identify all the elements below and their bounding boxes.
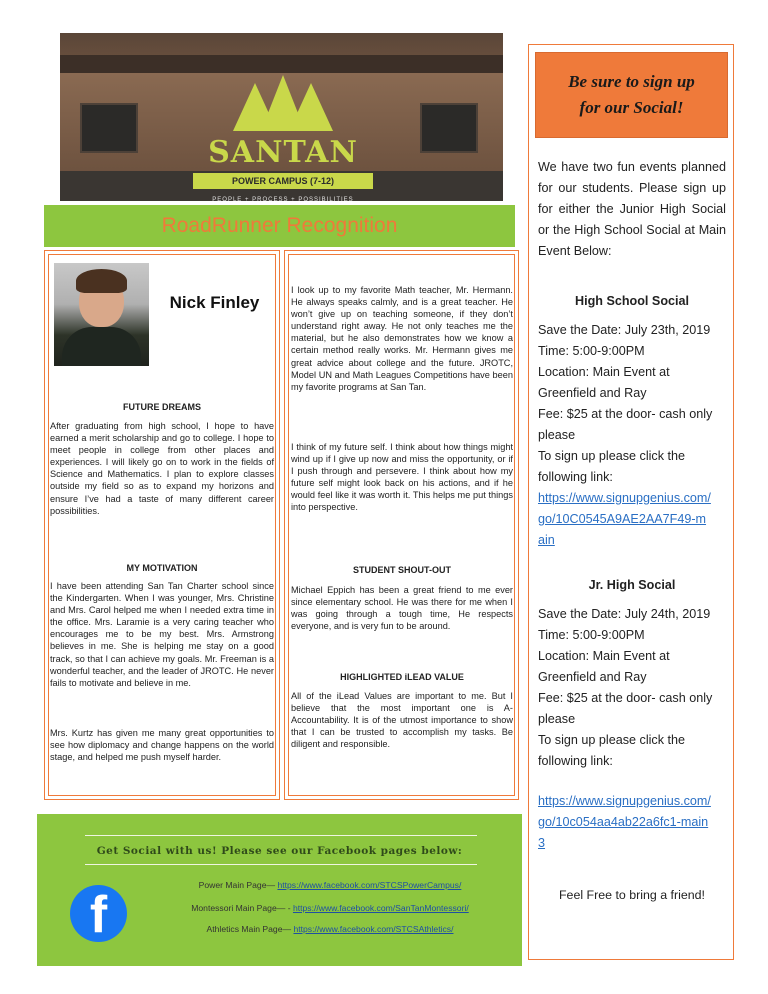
- social-title: Get Social with us! Please see our Facebook pages below:: [96, 845, 463, 857]
- jh-signup-link[interactable]: https://www.signupgenius.com/go/10c054aa4ab22a6fc1-main3: [538, 794, 711, 850]
- sidebar-title-line2: for our Social!: [579, 98, 684, 117]
- sidebar-closing: Feel Free to bring a friend!: [558, 888, 705, 902]
- recognition-title: RoadRunner Recognition: [161, 214, 398, 237]
- building-window: [80, 103, 138, 153]
- logo-tagline: PEOPLE + PROCESS + POSSIBILITIES: [212, 197, 354, 201]
- logo-wordmark: SANTAN: [208, 135, 358, 170]
- student-photo: [54, 263, 149, 366]
- jh-date: Save the Date: July 24th, 2019: [538, 607, 711, 621]
- motivation-heading: MY MOTIVATION: [126, 563, 198, 573]
- sidebar-title-line1: Be sure to sign up: [568, 72, 695, 91]
- ilead-heading: HIGHLIGHTED iLEAD VALUE: [340, 672, 464, 682]
- future-dreams-heading: FUTURE DREAMS: [123, 402, 201, 412]
- hs-social-heading: High School Social: [574, 294, 690, 308]
- building-window: [420, 103, 478, 153]
- power-page-link[interactable]: https://www.facebook.com/STCSPowerCampus/: [277, 880, 462, 890]
- hs-signup-instructions: To sign up please click the following link:: [538, 449, 686, 484]
- ilead-text: All of the iLead Values are important to me. But I believe that the most important one is A-Accountability. It is of the utmost importance to show that I can be trusted to accomplish my tasks. Be diligent and responsible.: [291, 691, 513, 750]
- athletics-page-label: Athletics Main Page—: [206, 924, 294, 934]
- athletics-page-link[interactable]: https://www.facebook.com/STCSAthletics/: [293, 924, 454, 934]
- mountain-logo-icon: [233, 73, 333, 133]
- santan-logo: [193, 73, 373, 201]
- math-teacher-text: I look up to my favorite Math teacher, Mr. Hermann. He always speaks calmly, and is a great teacher. He won’t give up on teaching someone, if they don’t understand right away. He not only teaches me the material, but he also demonstrates how we know a certain method really works. Mr. Hermann gives me great advice about college and the future. JROTC, Model UN and Math Leagues Competitions have been my favorite programs at San Tan.: [291, 285, 513, 392]
- jh-social-heading: Jr. High Social: [588, 578, 676, 592]
- building-roof: [60, 55, 503, 73]
- recognition-title-bar: [44, 205, 515, 247]
- future-self-text: I think of my future self. I think about how things might wind up if I give up now and miss the opportunity, or if I push through and persevere. I think about how my future self might look back on his actions, and if he would feel like it was worth it. This helps me put things into perspective.: [291, 442, 513, 513]
- jh-location: Location: Main Event at Greenfield and Ray: [538, 649, 670, 684]
- facebook-icon[interactable]: f: [70, 885, 127, 942]
- shoutout-heading: STUDENT SHOUT-OUT: [353, 565, 451, 575]
- montessori-page-link[interactable]: https://www.facebook.com/SanTanMontessori/: [292, 903, 469, 913]
- hs-time: Time: 5:00-9:00PM: [538, 344, 645, 358]
- motivation-text-2: Mrs. Kurtz has given me many great opportunities to see how diplomacy and change happens on the world stage, and helped me push myself harder.: [50, 728, 274, 763]
- future-dreams-text: After graduating from high school, I hope to have earned a merit scholarship and go to college. I hope to meet people in college from other places and experiences. I will likely go on to work in the fields of Science and Mathematics. I plan to explore classes outside my field so as to expand my horizons and ensure I’ve had a taste of many different career possibilities.: [50, 421, 274, 516]
- shoutout-text: Michael Eppich has been a great friend to me ever since elementary school. He was there for me when I was going through a tough time, He respects everyone, and is very fun to be around.: [291, 585, 513, 632]
- jh-fee: Fee: $25 at the door- cash only please: [538, 691, 713, 726]
- montessori-page-label: Montessori Main Page— -: [191, 903, 293, 913]
- student-name: Nick Finley: [169, 293, 260, 312]
- hs-date: Save the Date: July 23th, 2019: [538, 323, 711, 337]
- divider: [85, 864, 477, 865]
- montessori-page-line: [150, 903, 510, 913]
- jh-time: Time: 5:00-9:00PM: [538, 628, 645, 642]
- header-banner: [60, 33, 503, 201]
- sidebar-intro: We have two fun events planned for our students. Please sign up for either the Junior High Social or the High School Social at Main Event Below:: [538, 160, 726, 258]
- jh-signup-instructions: To sign up please click the following link:: [538, 733, 686, 768]
- logo-subtitle: POWER CAMPUS (7-12): [193, 173, 373, 189]
- hs-fee: Fee: $25 at the door- cash only please: [538, 407, 713, 442]
- hs-location: Location: Main Event at Greenfield and Ray: [538, 365, 670, 400]
- power-page-label: Power Main Page—: [198, 880, 278, 890]
- sidebar-title-box: [535, 52, 728, 138]
- hs-signup-link[interactable]: https://www.signupgenius.com/go/10C0545A9AE2AA7F49-main: [538, 491, 711, 547]
- motivation-text: I have been attending San Tan Charter school since the Kindergarten. When I was younger, Mrs. Christine and Mrs. Carol helped me when I needed extra time in the office. Mrs. Laramie is a very caring teacher who encourages me to be my best. Mrs. Armstrong believes in me. She is helping me stay on a good track, so that I can achieve my goals. Mr. Freeman is a wonderful teacher, and the leader of JROTC. He never fails to motivate and believe in me.: [50, 581, 274, 688]
- divider: [85, 835, 477, 836]
- power-page-line: [150, 880, 510, 890]
- athletics-page-line: [150, 924, 510, 934]
